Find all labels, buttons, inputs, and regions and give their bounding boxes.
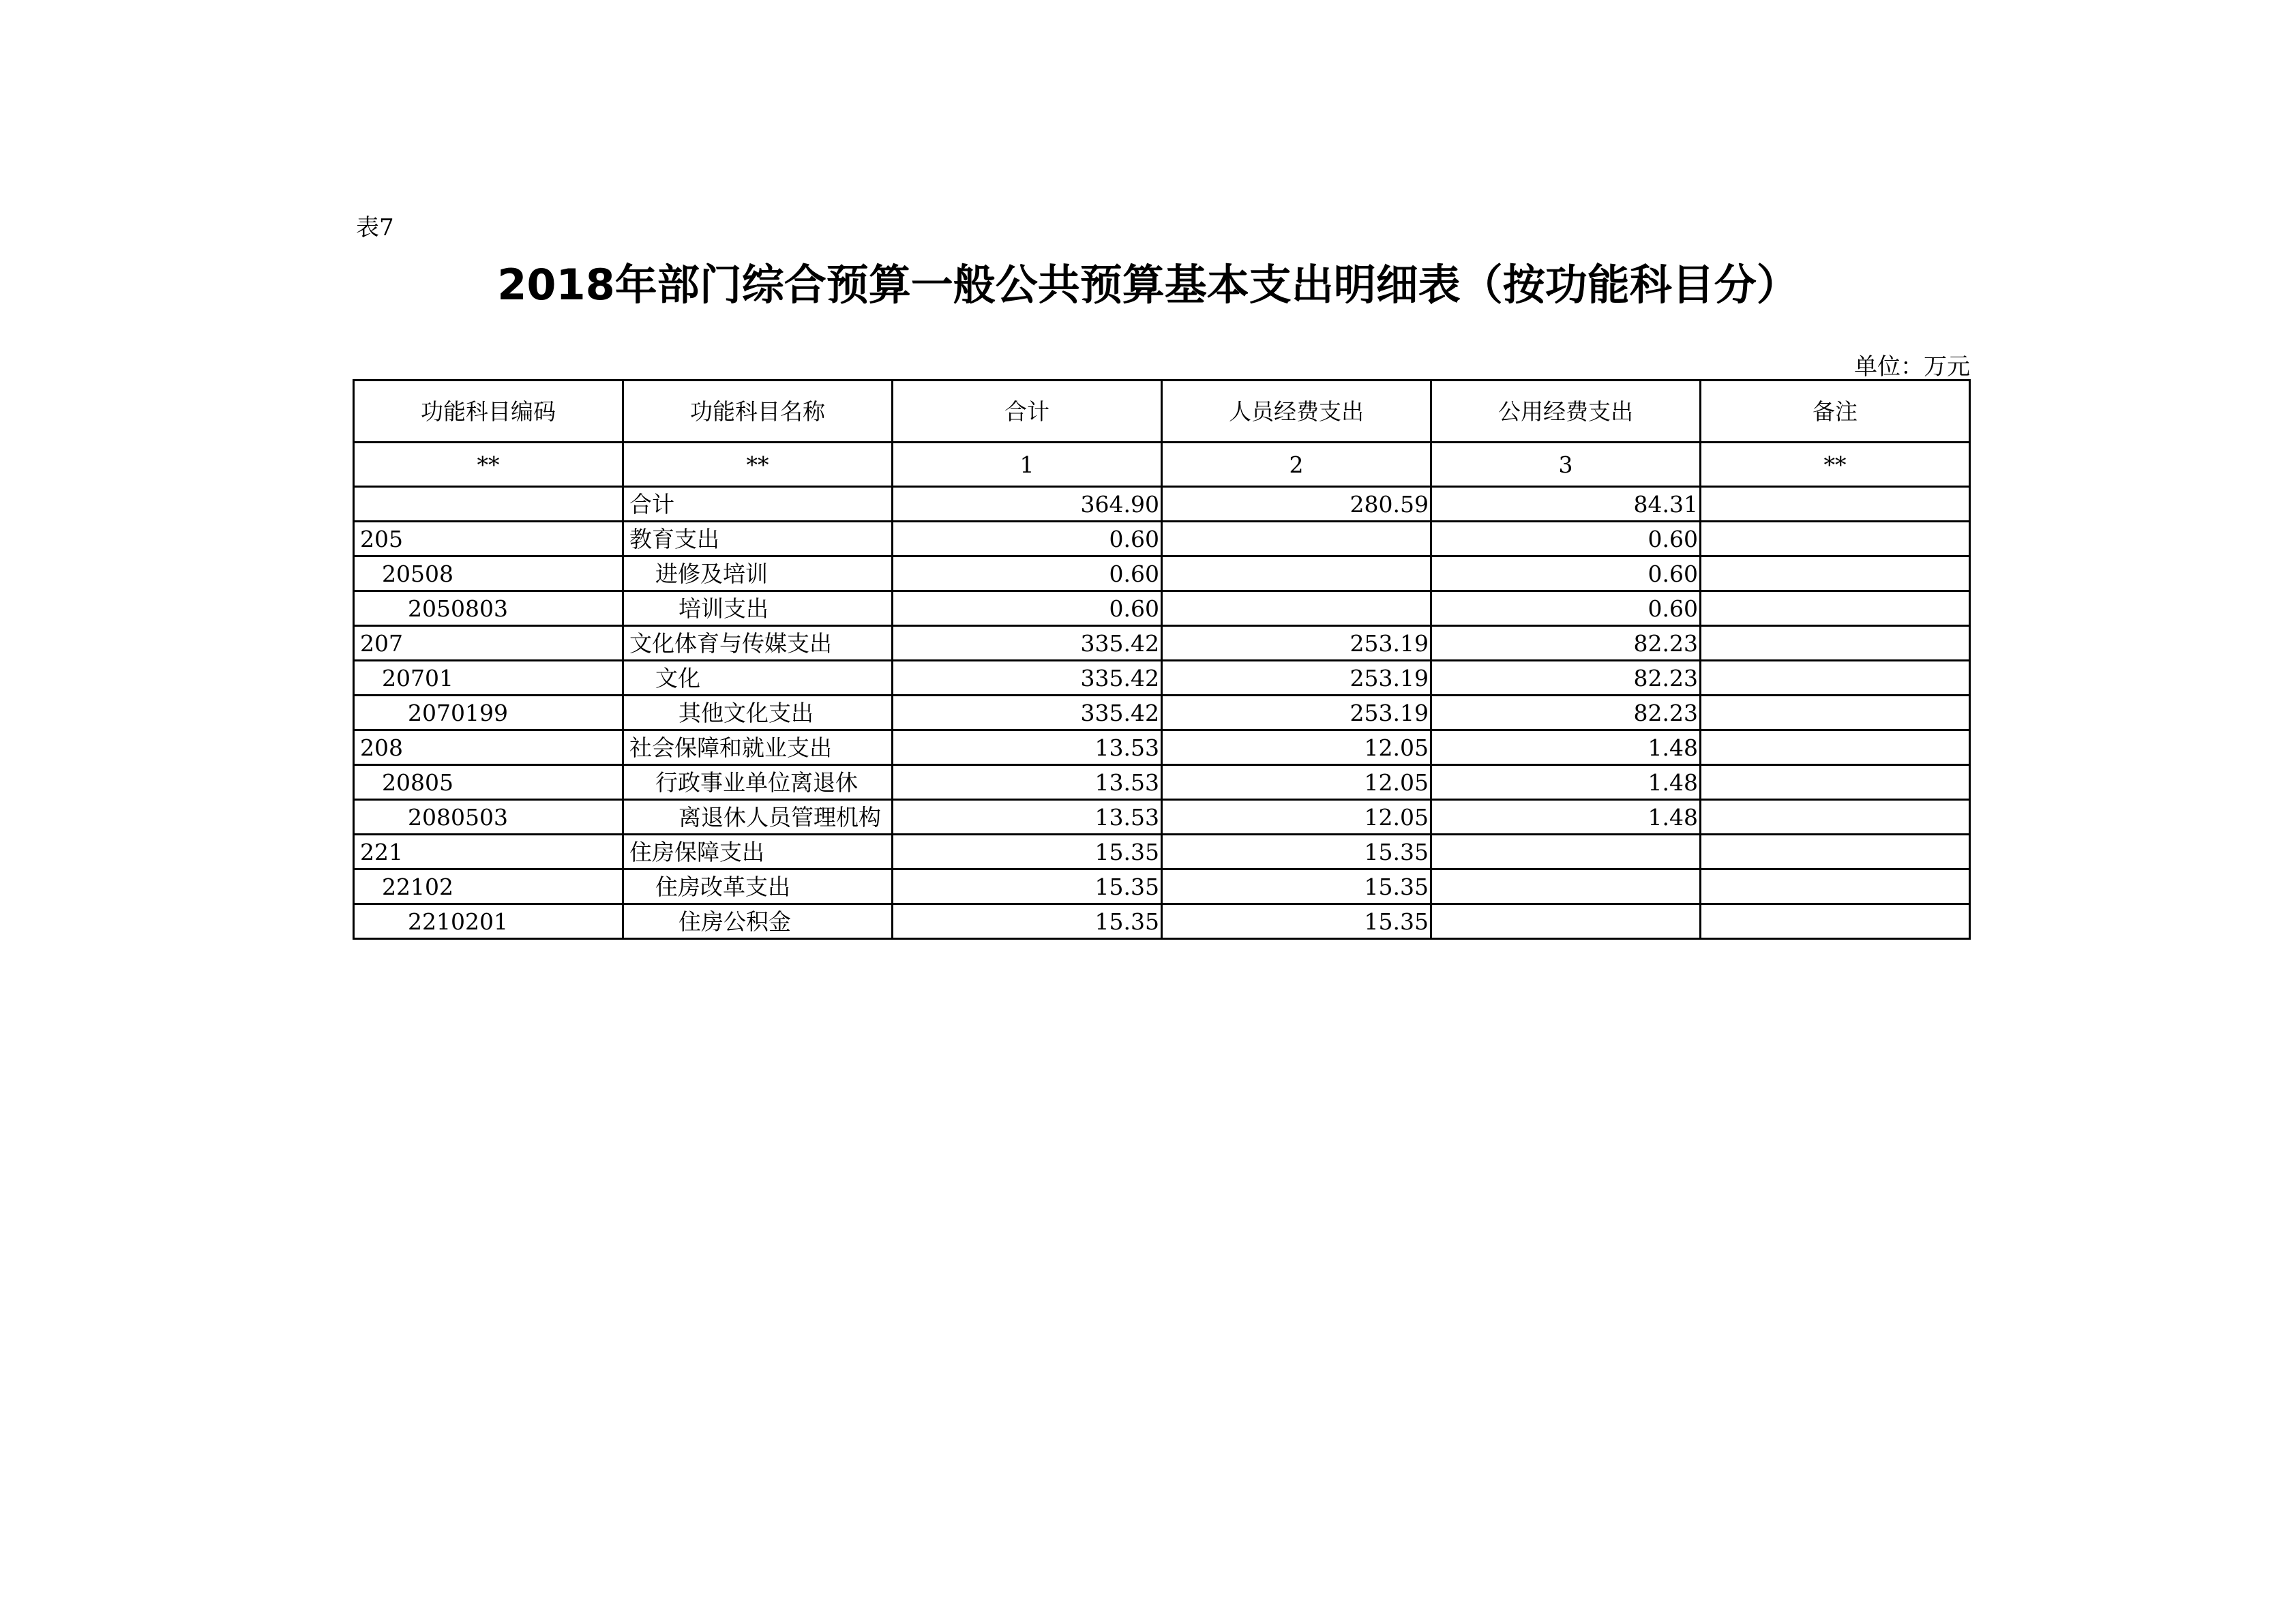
personnel-cell: 253.19: [1162, 626, 1431, 661]
table-row: [354, 765, 1970, 800]
code-cell: 2210201: [354, 904, 623, 939]
table-row: [354, 626, 1970, 661]
index-total: 1: [893, 443, 1162, 487]
table-row: [354, 730, 1970, 765]
total-cell: 13.53: [893, 765, 1162, 800]
index-code: **: [354, 443, 623, 487]
table-row: [354, 835, 1970, 869]
personnel-cell: 280.59: [1162, 487, 1431, 522]
table-row: [354, 904, 1970, 939]
header-code: 功能科目编码: [354, 381, 623, 443]
table-row: [354, 522, 1970, 556]
personnel-cell: 12.05: [1162, 730, 1431, 765]
code-cell: 22102: [354, 869, 623, 904]
header-public: 公用经费支出: [1431, 381, 1701, 443]
public-cell: 0.60: [1431, 522, 1701, 556]
total-cell: 15.35: [893, 835, 1162, 869]
total-cell: 364.90: [893, 487, 1162, 522]
total-cell: 13.53: [893, 800, 1162, 835]
public-cell: 82.23: [1431, 661, 1701, 696]
code-cell: 20508: [354, 556, 623, 591]
document-title: 2018年部门综合预算一般公共预算基本支出明细表（按功能科目分）: [497, 260, 1799, 310]
index-name: **: [623, 443, 893, 487]
code-cell: 2050803: [354, 591, 623, 626]
table-index-row: [354, 443, 1970, 487]
name-cell: 合计: [623, 487, 893, 522]
code-cell: 20701: [354, 661, 623, 696]
code-cell: 208: [354, 730, 623, 765]
name-cell: 住房保障支出: [623, 835, 893, 869]
public-cell: 82.23: [1431, 696, 1701, 730]
total-cell: 0.60: [893, 556, 1162, 591]
unit-label: 单位：万元: [1854, 353, 1970, 381]
table-row: [354, 696, 1970, 730]
public-cell: 1.48: [1431, 730, 1701, 765]
name-cell: 社会保障和就业支出: [623, 730, 893, 765]
public-cell: [1431, 835, 1701, 869]
note-cell: [1701, 556, 1970, 591]
note-cell: [1701, 904, 1970, 939]
note-cell: [1701, 626, 1970, 661]
public-cell: 0.60: [1431, 591, 1701, 626]
personnel-cell: 12.05: [1162, 800, 1431, 835]
total-cell: 15.35: [893, 869, 1162, 904]
name-cell: 离退休人员管理机构: [623, 800, 893, 835]
table-row: [354, 487, 1970, 522]
personnel-cell: 12.05: [1162, 765, 1431, 800]
code-cell: 205: [354, 522, 623, 556]
personnel-cell: 15.35: [1162, 904, 1431, 939]
personnel-cell: 15.35: [1162, 835, 1431, 869]
public-cell: [1431, 904, 1701, 939]
code-cell: [354, 487, 623, 522]
public-cell: 1.48: [1431, 765, 1701, 800]
name-cell: 行政事业单位离退休: [623, 765, 893, 800]
total-cell: 335.42: [893, 696, 1162, 730]
total-cell: 13.53: [893, 730, 1162, 765]
public-cell: 82.23: [1431, 626, 1701, 661]
note-cell: [1701, 730, 1970, 765]
total-cell: 0.60: [893, 522, 1162, 556]
header-name: 功能科目名称: [623, 381, 893, 443]
table-row: [354, 591, 1970, 626]
name-cell: 进修及培训: [623, 556, 893, 591]
index-public: 3: [1431, 443, 1701, 487]
personnel-cell: 15.35: [1162, 869, 1431, 904]
total-cell: 15.35: [893, 904, 1162, 939]
personnel-cell: 253.19: [1162, 696, 1431, 730]
index-personnel: 2: [1162, 443, 1431, 487]
personnel-cell: [1162, 591, 1431, 626]
note-cell: [1701, 661, 1970, 696]
header-total: 合计: [893, 381, 1162, 443]
code-cell: 221: [354, 835, 623, 869]
name-cell: 其他文化支出: [623, 696, 893, 730]
code-cell: 207: [354, 626, 623, 661]
note-cell: [1701, 487, 1970, 522]
name-cell: 教育支出: [623, 522, 893, 556]
name-cell: 住房公积金: [623, 904, 893, 939]
table-row: [354, 661, 1970, 696]
code-cell: 20805: [354, 765, 623, 800]
total-cell: 0.60: [893, 591, 1162, 626]
public-cell: 0.60: [1431, 556, 1701, 591]
personnel-cell: 253.19: [1162, 661, 1431, 696]
code-cell: 2080503: [354, 800, 623, 835]
name-cell: 文化: [623, 661, 893, 696]
note-cell: [1701, 765, 1970, 800]
public-cell: [1431, 869, 1701, 904]
personnel-cell: [1162, 556, 1431, 591]
total-cell: 335.42: [893, 626, 1162, 661]
note-cell: [1701, 591, 1970, 626]
table-header-row: [354, 381, 1970, 443]
personnel-cell: [1162, 522, 1431, 556]
note-cell: [1701, 522, 1970, 556]
name-cell: 文化体育与传媒支出: [623, 626, 893, 661]
note-cell: [1701, 800, 1970, 835]
public-cell: 84.31: [1431, 487, 1701, 522]
public-cell: 1.48: [1431, 800, 1701, 835]
note-cell: [1701, 835, 1970, 869]
note-cell: [1701, 696, 1970, 730]
table-number: 表7: [356, 214, 394, 241]
table-row: [354, 869, 1970, 904]
index-note: **: [1701, 443, 1970, 487]
budget-table: [353, 379, 1971, 940]
table-row: [354, 556, 1970, 591]
table-row: [354, 800, 1970, 835]
note-cell: [1701, 869, 1970, 904]
header-note: 备注: [1701, 381, 1970, 443]
name-cell: 住房改革支出: [623, 869, 893, 904]
total-cell: 335.42: [893, 661, 1162, 696]
name-cell: 培训支出: [623, 591, 893, 626]
code-cell: 2070199: [354, 696, 623, 730]
header-personnel: 人员经费支出: [1162, 381, 1431, 443]
